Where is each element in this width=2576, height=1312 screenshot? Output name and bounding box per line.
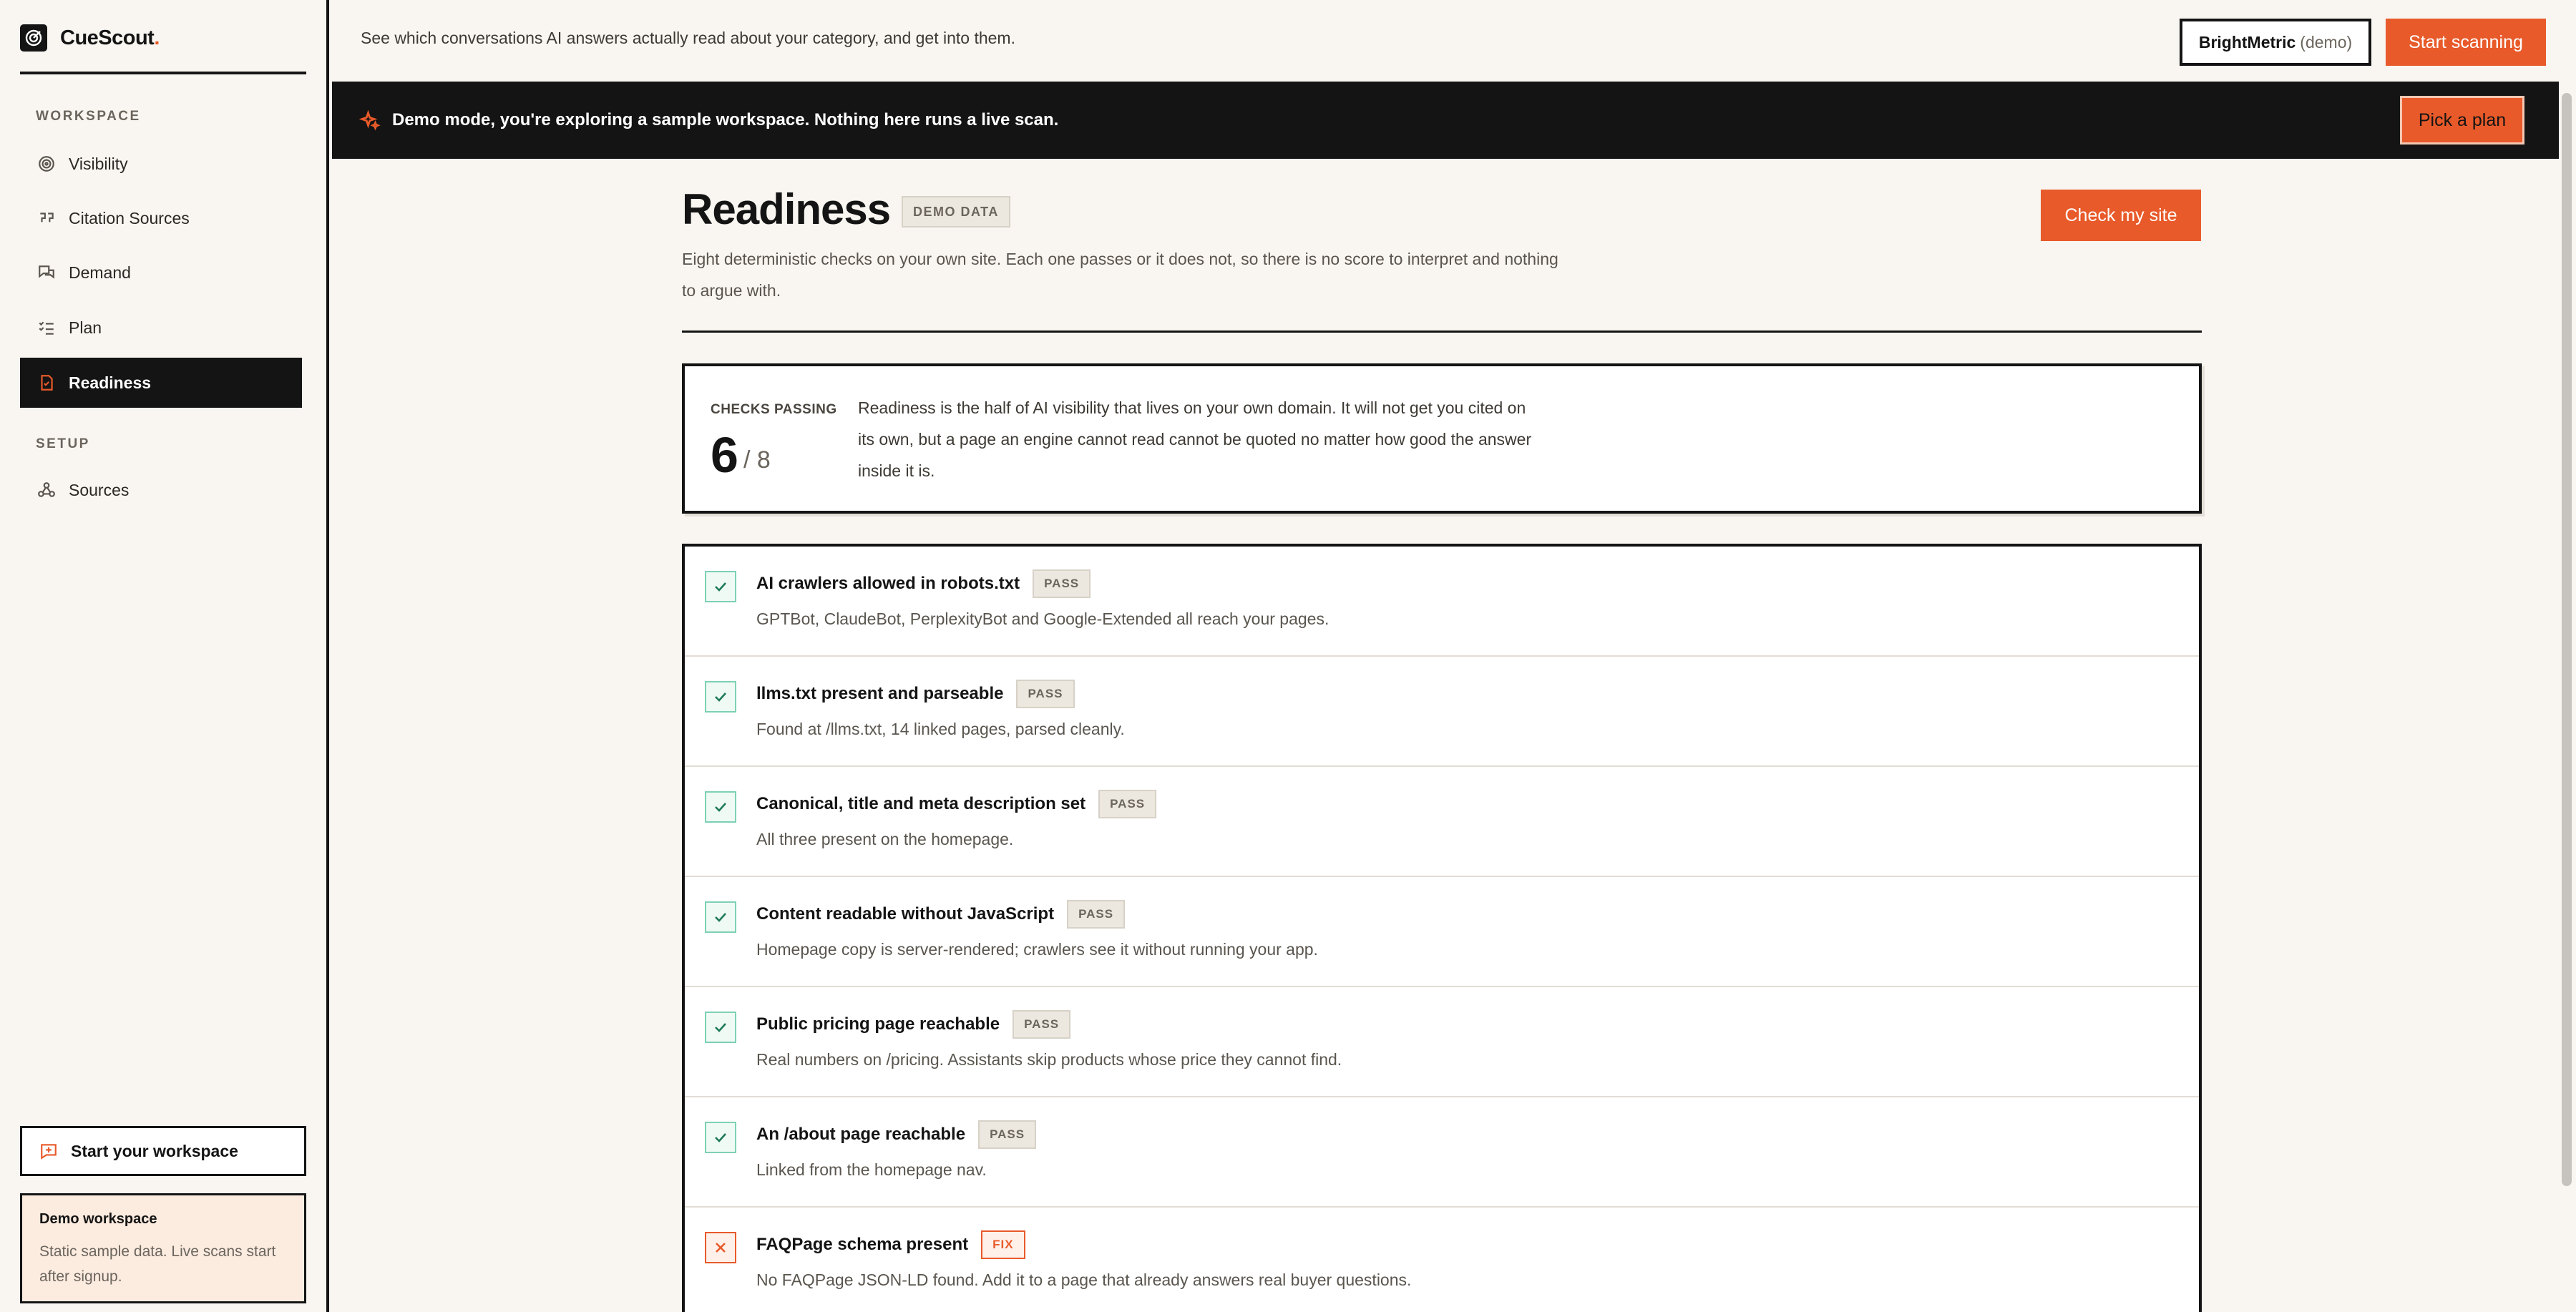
account-suffix: (demo) [2300, 32, 2353, 52]
sparkle-icon [359, 110, 381, 132]
demo-mode-banner [332, 82, 2559, 159]
check-icon [712, 909, 729, 926]
page-title: Readiness [682, 185, 891, 233]
start-workspace-button[interactable] [20, 1126, 306, 1176]
check-title: FAQPage schema present [756, 1235, 969, 1254]
check-description: No FAQPage JSON-LD found. Add it to a page that already answers real buyer questions. [756, 1271, 1412, 1289]
demo-data-badge: DEMO DATA [902, 196, 1010, 227]
check-row [685, 767, 2199, 877]
top-bar [332, 0, 2576, 82]
document-icon [37, 373, 56, 392]
pass-checkbox [705, 901, 736, 933]
account-name: BrightMetric [2198, 32, 2296, 52]
chat-icon [37, 263, 56, 282]
status-badge: PASS [1033, 569, 1091, 598]
close-icon [712, 1239, 729, 1256]
sidebar-item-demand[interactable] [20, 248, 302, 298]
status-badge: PASS [1016, 680, 1074, 708]
brand-logo-icon [20, 24, 47, 52]
sidebar-item-sources[interactable] [20, 465, 302, 515]
header-divider [682, 331, 2202, 333]
check-title: llms.txt present and parseable [756, 684, 1004, 703]
sidebar-item-label: Citation Sources [69, 208, 190, 227]
check-title: Public pricing page reachable [756, 1014, 1000, 1034]
status-badge: FIX [981, 1230, 1025, 1259]
sidebar [0, 0, 329, 1312]
quote-icon [37, 209, 56, 227]
check-my-site-button[interactable]: Check my site [2041, 190, 2201, 241]
sidebar-item-label: Demand [69, 263, 131, 282]
summary-text: Readiness is the half of AI visibility that lives on your own domain. It will not get you cited on its own, but a page an engine cannot read cannot be quoted no matter how good the answer inside it is. [858, 398, 1532, 480]
checks-total: / 8 [743, 446, 771, 474]
checklist-icon [37, 318, 56, 337]
sidebar-item-readiness[interactable] [20, 358, 302, 408]
sidebar-item-label: Readiness [69, 373, 152, 392]
demo-card-text: Static sample data. Live scans start after signup. [39, 1243, 276, 1285]
brand-dot: . [154, 26, 160, 49]
demo-workspace-card [20, 1193, 306, 1303]
nav-section-setup: SETUP [36, 436, 90, 451]
account-switcher-button[interactable] [2180, 19, 2371, 66]
pass-checkbox [705, 1122, 736, 1153]
check-icon [712, 688, 729, 705]
sidebar-item-label: Visibility [69, 154, 128, 173]
check-title: An /about page reachable [756, 1125, 966, 1144]
sidebar-item-citation-sources[interactable] [20, 193, 302, 243]
webhook-icon [37, 481, 56, 499]
brand-divider [20, 72, 306, 74]
pass-checkbox [705, 571, 736, 602]
check-title: Canonical, title and meta description set [756, 794, 1086, 813]
target-icon [37, 155, 56, 173]
check-description: Linked from the homepage nav. [756, 1160, 987, 1179]
check-title: AI crawlers allowed in robots.txt [756, 574, 1020, 593]
sidebar-item-plan[interactable] [20, 303, 302, 353]
banner-text: Demo mode, you're exploring a sample workspace. Nothing here runs a live scan. [392, 110, 1059, 129]
check-row [685, 657, 2199, 767]
status-badge: PASS [1013, 1010, 1070, 1039]
sidebar-item-visibility[interactable] [20, 139, 302, 189]
sidebar-item-label: Plan [69, 318, 102, 337]
check-icon [712, 578, 729, 595]
check-row [685, 1208, 2199, 1312]
brand[interactable] [20, 21, 160, 54]
status-badge: PASS [1098, 790, 1156, 818]
tagline: See which conversations AI answers actually read about your category, and get into them. [361, 29, 1015, 47]
check-icon [712, 1129, 729, 1146]
check-description: GPTBot, ClaudeBot, PerplexityBot and Google-Extended all reach your pages. [756, 610, 1330, 628]
check-description: Real numbers on /pricing. Assistants skip products whose price they cannot find. [756, 1050, 1342, 1069]
check-row [685, 547, 2199, 657]
check-icon [712, 1019, 729, 1036]
pass-checkbox [705, 791, 736, 823]
check-description: Found at /llms.txt, 14 linked pages, parsed cleanly. [756, 720, 1125, 738]
scrollbar-thumb[interactable] [2562, 93, 2572, 1186]
status-badge: PASS [978, 1120, 1036, 1149]
check-description: All three present on the homepage. [756, 830, 1014, 848]
check-row [685, 987, 2199, 1097]
pick-a-plan-button[interactable]: Pick a plan [2400, 96, 2524, 145]
page-subtitle: Eight deterministic checks on your own site. Each one passes or it does not, so there is no score to interpret and nothing to argue with. [682, 250, 1558, 300]
start-scanning-button[interactable]: Start scanning [2386, 19, 2546, 66]
check-icon [712, 798, 729, 816]
demo-card-title: Demo workspace [39, 1211, 157, 1227]
fail-checkbox [705, 1232, 736, 1263]
checks-passing-label: CHECKS PASSING [711, 402, 837, 417]
check-row [685, 1097, 2199, 1208]
checks-passing-count: 6 [711, 427, 738, 483]
check-title: Content readable without JavaScript [756, 904, 1055, 924]
nav-section-workspace: WORKSPACE [36, 109, 141, 124]
status-badge: PASS [1067, 900, 1125, 929]
pass-checkbox [705, 1012, 736, 1043]
check-description: Homepage copy is server-rendered; crawlers see it without running your app. [756, 940, 1318, 959]
pass-checkbox [705, 681, 736, 713]
check-row [685, 877, 2199, 987]
brand-name: CueScout [60, 26, 155, 49]
start-workspace-label: Start your workspace [71, 1141, 238, 1160]
checks-summary-card [682, 363, 2202, 514]
sidebar-item-label: Sources [69, 480, 130, 499]
checks-list [682, 544, 2202, 1312]
chat-plus-icon [39, 1142, 58, 1160]
